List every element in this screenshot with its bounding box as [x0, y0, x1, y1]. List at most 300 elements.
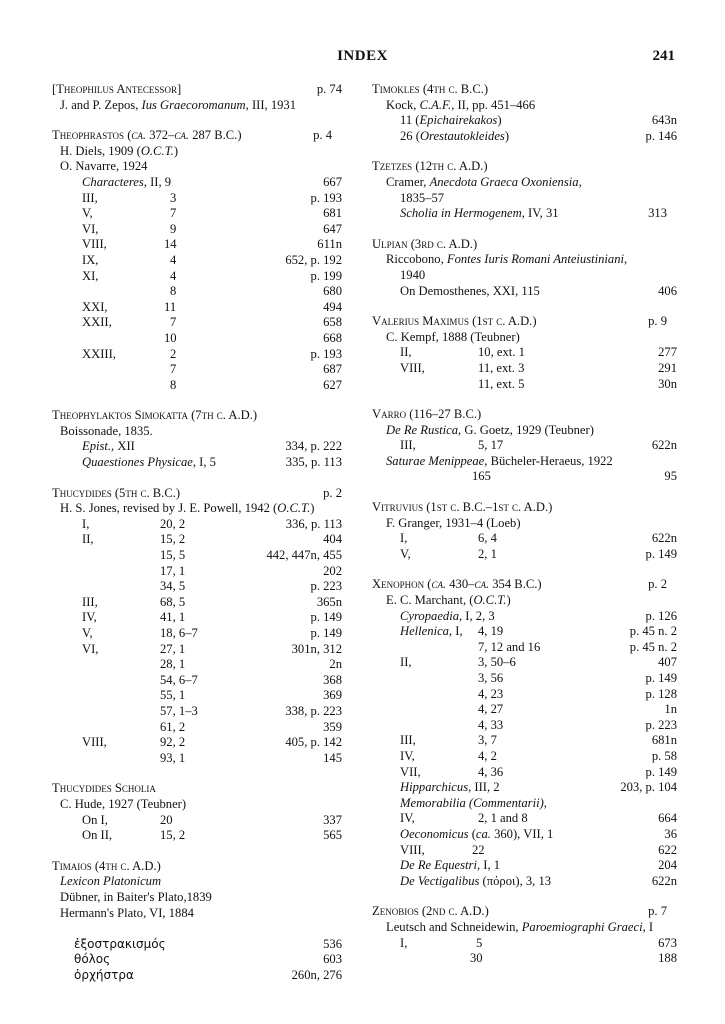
entry-page-ref: p. 128 — [645, 686, 677, 701]
entry-text: XI, — [82, 268, 99, 283]
entry-line — [52, 688, 342, 704]
index-entry — [372, 237, 677, 299]
entry-text: I, — [82, 516, 90, 531]
entry-locus: 15, 2 — [160, 532, 186, 547]
entry-text: 1940 — [400, 267, 426, 282]
entry-line — [52, 906, 342, 922]
entry-line — [372, 191, 677, 207]
entry-line — [372, 827, 677, 843]
entry-line — [52, 921, 342, 937]
entry-line — [52, 642, 342, 658]
entry-page-ref: 667 — [323, 174, 342, 189]
entry-locus: 41, 1 — [160, 610, 186, 625]
entry-text: Hermann's Plato, VI, 1884 — [60, 905, 194, 920]
entry-locus: 20, 2 — [160, 516, 186, 531]
entry-text: De Vectigalibus (πόροι), 3, 13 — [400, 873, 552, 888]
entry-page-ref: 95 — [664, 469, 677, 484]
page-title: INDEX — [337, 48, 388, 64]
entry-locus: 4, 2 — [478, 748, 497, 763]
index-entry — [52, 781, 342, 843]
entry-line — [372, 655, 677, 671]
entry-page-ref: p. 223 — [310, 579, 342, 594]
entry-locus: 15, 2 — [160, 828, 186, 843]
entry-text: On Demosthenes, XXI, 115 — [400, 283, 540, 298]
entry-locus: 55, 1 — [160, 688, 186, 703]
entry-text: Scholia in Hermogenem, IV, 31 — [400, 206, 559, 221]
entry-page-ref: 145 — [323, 750, 342, 765]
entry-text: Cyropaedia, I, 2, 3 — [400, 608, 495, 623]
entry-page-ref: 681 — [323, 206, 342, 221]
entry-page-ref: 647 — [323, 221, 342, 236]
entry-page-ref: p. 146 — [645, 128, 677, 143]
entry-page-ref: 313 — [648, 206, 667, 221]
entry-heading: Timaios (4th c. A.D.) — [52, 858, 161, 873]
entry-page-ref: 336, p. 113 — [285, 516, 342, 531]
entry-text: De Re Rustica, G. Goetz, 1929 (Teubner) — [386, 422, 594, 437]
index-entry — [372, 159, 677, 221]
entry-line — [372, 593, 677, 609]
entry-page-ref: p. 149 — [310, 626, 342, 640]
entry-text: O. Navarre, 1924 — [60, 159, 148, 174]
entry-page-ref: 681n — [651, 733, 677, 748]
entry-page-ref: 673 — [658, 935, 677, 950]
entry-heading: Valerius Maximus (1st c. A.D.) — [372, 314, 537, 329]
entry-locus: 5 — [476, 935, 483, 950]
entry-page-ref: 337 — [323, 812, 342, 827]
entry-locus: 4, 36 — [478, 764, 504, 779]
entry-text: Oeconomicus (ca. 360), VII, 1 — [400, 826, 554, 841]
entry-text: XXII, — [82, 315, 112, 330]
entry-locus: 11, ext. 3 — [478, 360, 525, 375]
entry-text: I, — [400, 531, 408, 546]
entry-page-ref: p. 45 n. 2 — [629, 639, 677, 654]
entry-page-ref: 442, 447n, 455 — [266, 548, 342, 563]
entry-text: II, — [400, 345, 412, 360]
entry-heading-line — [372, 407, 677, 423]
entry-line — [52, 968, 342, 984]
entry-text: Lexicon Platonicum — [60, 874, 162, 889]
entry-heading: Timokles (4th c. B.C.) — [372, 82, 489, 96]
index-entry — [372, 407, 677, 485]
entry-heading: Varro (116–27 B.C.) — [372, 407, 482, 422]
entry-locus: 92, 2 — [160, 735, 186, 750]
entry-line — [52, 548, 342, 564]
index-entry — [52, 82, 342, 113]
entry-page-ref: 204 — [658, 858, 677, 873]
entry-text: Memorabilia (Commentarii), — [400, 795, 547, 810]
entry-heading-line — [372, 904, 677, 920]
entry-line — [372, 702, 677, 718]
entry-text: VI, — [82, 221, 99, 236]
entry-line — [52, 673, 342, 689]
entry-page-ref: p. 199 — [310, 268, 342, 283]
entry-page-ref: p. 193 — [310, 346, 342, 361]
entry-text: Epist., XII — [82, 439, 135, 454]
index-entry — [52, 128, 342, 393]
entry-line — [372, 920, 677, 936]
entry-locus: 11 — [164, 299, 177, 314]
index-column-left — [52, 82, 342, 998]
entry-page-ref: 368 — [323, 672, 342, 687]
entry-line — [372, 671, 677, 687]
entry-locus: 4, 27 — [478, 702, 504, 717]
entry-line — [52, 874, 342, 890]
entry-page-ref: 565 — [323, 828, 342, 843]
entry-page-ref: 277 — [658, 345, 677, 360]
entry-locus: 30 — [470, 951, 483, 966]
entry-line — [52, 98, 342, 114]
entry-heading: Xenophon (ca. 430–ca. 354 B.C.) — [372, 577, 542, 592]
entry-page-ref: 365n — [316, 594, 342, 609]
entry-heading-line — [52, 781, 342, 797]
entry-line — [52, 797, 342, 813]
entry-heading: Theophylaktos Simokatta (7th c. A.D.) — [52, 408, 258, 423]
entry-page-ref: 291 — [658, 360, 677, 375]
entry-line — [52, 269, 342, 285]
entry-heading-line — [52, 486, 342, 502]
entry-line — [52, 439, 342, 455]
entry-locus: 3, 56 — [478, 671, 504, 685]
entry-line — [52, 315, 342, 331]
entry-line — [372, 113, 677, 129]
entry-line — [372, 469, 677, 485]
entry-locus: 7, 12 and 16 — [478, 639, 541, 654]
entry-text: V, — [82, 626, 93, 640]
entry-page-ref: p. 45 n. 2 — [629, 624, 677, 639]
entry-line — [372, 423, 677, 439]
entry-page-ref: 658 — [323, 315, 342, 330]
entry-line — [372, 780, 677, 796]
entry-text: XXIII, — [82, 346, 116, 361]
entry-text: C. Hude, 1927 (Teubner) — [60, 796, 187, 811]
page-number: 241 — [652, 48, 675, 64]
entry-page-ref: 603 — [323, 952, 342, 967]
entry-text: VI, — [82, 641, 99, 656]
entry-line — [372, 858, 677, 874]
entry-page-ref: 359 — [323, 719, 342, 734]
entry-text: VIII, — [400, 842, 425, 857]
index-entry — [372, 82, 677, 144]
entry-text: V, — [82, 206, 93, 221]
entry-locus: 54, 6–7 — [160, 672, 198, 687]
entry-heading: Tzetzes (12th c. A.D.) — [372, 159, 488, 174]
index-column-right — [372, 82, 677, 982]
entry-page-ref: 188 — [658, 951, 677, 966]
entry-heading-line — [372, 577, 677, 593]
entry-line — [372, 377, 677, 393]
entry-locus: 18, 6–7 — [160, 626, 198, 640]
entry-line — [372, 843, 677, 859]
entry-page-ref: 202 — [323, 563, 342, 578]
entry-line — [372, 531, 677, 547]
entry-line — [372, 438, 677, 454]
entry-line — [52, 937, 342, 953]
entry-locus: 8 — [170, 284, 177, 299]
entry-page-ref: 260n, 276 — [291, 967, 342, 982]
entry-page-ref: 369 — [323, 688, 342, 703]
entry-heading-line — [52, 859, 342, 875]
entry-locus: 27, 1 — [160, 641, 186, 656]
entry-text: ὀρχήστρα — [74, 967, 134, 982]
entry-heading: Thucydides (5th c. B.C.) — [52, 485, 181, 500]
entry-heading: Vitruvius (1st c. B.C.–1st c. A.D.) — [372, 500, 553, 515]
entry-text: ἐξοστρακισμός — [74, 936, 166, 951]
entry-text: III, — [400, 438, 416, 453]
entry-locus: 57, 1–3 — [160, 703, 198, 718]
entry-text: VIII, — [400, 360, 425, 375]
entry-line — [372, 640, 677, 656]
entry-text: On I, — [82, 812, 108, 827]
entry-line — [52, 300, 342, 316]
entry-locus: 34, 5 — [160, 579, 186, 594]
entry-page-ref: p. 74 — [316, 82, 342, 96]
entry-page-ref: p. 4 — [313, 128, 332, 143]
entry-page-ref: p. 58 — [651, 748, 677, 763]
entry-text: Kock, C.A.F., II, pp. 451–466 — [386, 97, 536, 112]
entry-heading: [Theophilus Antecessor] — [52, 82, 182, 96]
entry-locus: 93, 1 — [160, 750, 186, 765]
entry-line — [372, 749, 677, 765]
entry-line — [52, 362, 342, 378]
entry-text: 1835–57 — [400, 190, 445, 205]
entry-locus: 15, 5 — [160, 548, 186, 563]
entry-page-ref: p. 149 — [645, 546, 677, 561]
entry-line — [52, 455, 342, 471]
entry-heading-line — [372, 500, 677, 516]
entry-page-ref: p. 223 — [645, 717, 677, 732]
entry-text: IX, — [82, 252, 99, 267]
entry-page-ref: 611n — [317, 237, 342, 252]
entry-line — [52, 704, 342, 720]
entry-text: III, — [400, 733, 416, 748]
entry-text: 11 (Epichairekakos) — [400, 113, 502, 128]
entry-page-ref: 687 — [323, 362, 342, 377]
entry-line — [52, 890, 342, 906]
entry-locus: 8 — [170, 377, 177, 392]
entry-text: De Re Equestri, I, 1 — [400, 858, 501, 873]
entry-locus: 17, 1 — [160, 563, 186, 578]
entry-line — [372, 718, 677, 734]
entry-heading: Theophrastos (ca. 372–ca. 287 B.C.) — [52, 128, 242, 143]
entry-page-ref: 494 — [323, 299, 342, 314]
index-entry — [52, 486, 342, 767]
entry-locus: 3, 50–6 — [478, 655, 516, 670]
entry-locus: 7 — [170, 315, 177, 330]
entry-line — [372, 733, 677, 749]
entry-line — [52, 579, 342, 595]
entry-heading-line — [52, 82, 342, 98]
entry-line — [52, 564, 342, 580]
entry-locus: 6, 4 — [478, 531, 497, 546]
entry-text: Dübner, in Baiter's Plato,1839 — [60, 889, 212, 904]
entry-heading-line — [372, 314, 677, 330]
entry-locus: 2 — [170, 346, 177, 361]
entry-text: VII, — [400, 764, 421, 779]
entry-line — [372, 330, 677, 346]
entry-page-ref: 404 — [323, 532, 342, 547]
entry-page-ref: 622n — [651, 438, 677, 453]
entry-line — [372, 874, 677, 890]
entry-page-ref: 407 — [658, 655, 677, 670]
entry-page-ref: p. 149 — [310, 610, 342, 625]
index-entry — [372, 904, 677, 966]
entry-page-ref: 203, p. 104 — [620, 780, 677, 795]
entry-page-ref: 335, p. 113 — [285, 455, 342, 470]
entry-text: III, — [82, 190, 98, 205]
entry-locus: 7 — [170, 362, 177, 377]
entry-text: VIII, — [82, 735, 107, 750]
entry-page-ref: p. 2 — [648, 577, 667, 592]
entry-line — [52, 751, 342, 767]
entry-locus: 9 — [170, 221, 177, 236]
entry-locus: 22 — [472, 842, 485, 857]
entry-line — [52, 595, 342, 611]
entry-page-ref: 536 — [323, 936, 342, 951]
entry-heading: Thucydides Scholia — [52, 781, 156, 796]
entry-locus: 10, ext. 1 — [478, 345, 525, 360]
entry-text: Leutsch and Schneidewin, Paroemiographi Graeci, I — [386, 919, 654, 934]
entry-locus: 4 — [170, 268, 177, 283]
entry-page-ref: 406 — [658, 283, 677, 298]
entry-text: Saturae Menippeae, Bücheler-Heraeus, 1922 — [386, 453, 613, 468]
entry-page-ref: 664 — [658, 811, 677, 826]
entry-page-ref: 627 — [323, 377, 342, 392]
entry-locus: 5, 17 — [478, 438, 504, 453]
entry-page-ref: 622n — [651, 531, 677, 546]
entry-text: θόλος — [74, 952, 111, 967]
entry-line — [52, 657, 342, 673]
entry-page-ref: 2n — [329, 657, 342, 672]
index-entry — [52, 408, 342, 470]
entry-line — [52, 284, 342, 300]
entry-line — [52, 191, 342, 207]
entry-line — [52, 501, 342, 517]
entry-text: Riccobono, Fontes Iuris Romani Anteiustiniani, — [386, 252, 628, 267]
index-entry — [372, 577, 677, 889]
entry-line — [52, 424, 342, 440]
entry-line — [52, 222, 342, 238]
entry-line — [372, 129, 677, 145]
entry-text: V, — [400, 546, 411, 561]
entry-line — [372, 206, 677, 222]
entry-text: E. C. Marchant, (O.C.T.) — [386, 593, 511, 608]
entry-line — [372, 98, 677, 114]
entry-line — [52, 237, 342, 253]
entry-line — [372, 268, 677, 284]
entry-line — [372, 175, 677, 191]
entry-text: Characteres, II, 9 — [82, 174, 172, 189]
entry-line — [372, 284, 677, 300]
entry-line — [372, 687, 677, 703]
entry-line — [52, 517, 342, 533]
entry-page-ref: p. 126 — [645, 608, 677, 623]
entry-line — [52, 828, 342, 844]
entry-text: Quaestiones Physicae, I, 5 — [82, 455, 216, 470]
entry-text: C. Kempf, 1888 (Teubner) — [386, 329, 520, 344]
entry-line — [372, 951, 677, 967]
entry-locus: 7 — [170, 206, 177, 221]
entry-locus: 61, 2 — [160, 719, 186, 734]
entry-heading-line — [372, 237, 677, 253]
entry-locus: 2, 1 and 8 — [478, 811, 528, 826]
entry-line — [372, 252, 677, 268]
entry-text: I, — [400, 935, 408, 950]
entry-page-ref: 680 — [323, 284, 342, 299]
entry-heading: Zenobios (2nd c. A.D.) — [372, 904, 489, 919]
page-header — [0, 48, 725, 70]
entry-page-ref: 334, p. 222 — [285, 439, 342, 454]
entry-text: Hipparchicus, III, 2 — [400, 780, 500, 795]
entry-heading-line — [372, 159, 677, 175]
entry-text: III, — [82, 594, 98, 609]
entry-text: Cramer, Anecdota Graeca Oxoniensia, — [386, 174, 582, 189]
entry-line — [52, 253, 342, 269]
entry-line — [372, 547, 677, 563]
entry-line — [372, 454, 677, 470]
entry-locus: 4, 19 — [478, 624, 504, 639]
entry-line — [372, 936, 677, 952]
entry-line — [372, 811, 677, 827]
entry-line — [52, 720, 342, 736]
entry-text: On II, — [82, 828, 113, 843]
entry-locus: 11, ext. 5 — [478, 376, 525, 391]
entry-line — [52, 331, 342, 347]
entry-locus: 14 — [164, 237, 177, 252]
entry-line — [372, 624, 677, 640]
index-entry — [372, 314, 677, 392]
entry-line — [52, 813, 342, 829]
entry-text: H. S. Jones, revised by J. E. Powell, 1942 (O.C.T.) — [60, 501, 315, 516]
entry-page-ref: 30n — [658, 376, 677, 391]
entry-page-ref: 405, p. 142 — [285, 735, 342, 750]
entry-text: II, — [82, 532, 94, 547]
entry-locus: 20 — [160, 812, 173, 827]
entry-line — [52, 532, 342, 548]
entry-page-ref: 622 — [658, 842, 677, 857]
entry-line — [372, 609, 677, 625]
entry-line — [372, 361, 677, 377]
entry-locus: 4, 33 — [478, 717, 504, 732]
entry-text: H. Diels, 1909 (O.C.T.) — [60, 143, 179, 158]
entry-page-ref: 652, p. 192 — [285, 252, 342, 267]
entry-page-ref: p. 149 — [645, 671, 677, 685]
entry-text: IV, — [82, 610, 97, 625]
entry-page-ref: p. 7 — [648, 904, 667, 919]
entry-text: IV, — [400, 748, 415, 763]
entry-line — [372, 345, 677, 361]
entry-text: J. and P. Zepos, Ius Graecoromanum, III, 1931 — [60, 97, 297, 112]
entry-page-ref: p. 9 — [648, 314, 667, 329]
entry-page-ref: 36 — [664, 826, 677, 841]
entry-line — [52, 378, 342, 394]
index-entry — [52, 859, 342, 984]
entry-page-ref: p. 193 — [310, 190, 342, 205]
entry-heading-line — [52, 128, 342, 144]
index-entry — [372, 500, 677, 562]
entry-locus: 4, 23 — [478, 686, 504, 701]
entry-text: XXI, — [82, 299, 108, 314]
entry-line — [52, 175, 342, 191]
entry-page-ref: 643n — [651, 113, 677, 128]
entry-locus: 3, 7 — [478, 733, 497, 748]
entry-heading-line — [52, 408, 342, 424]
entry-line — [372, 516, 677, 532]
entry-line — [52, 626, 342, 642]
entry-line — [52, 347, 342, 363]
entry-line — [372, 796, 677, 812]
entry-line — [52, 206, 342, 222]
entry-line — [52, 735, 342, 751]
